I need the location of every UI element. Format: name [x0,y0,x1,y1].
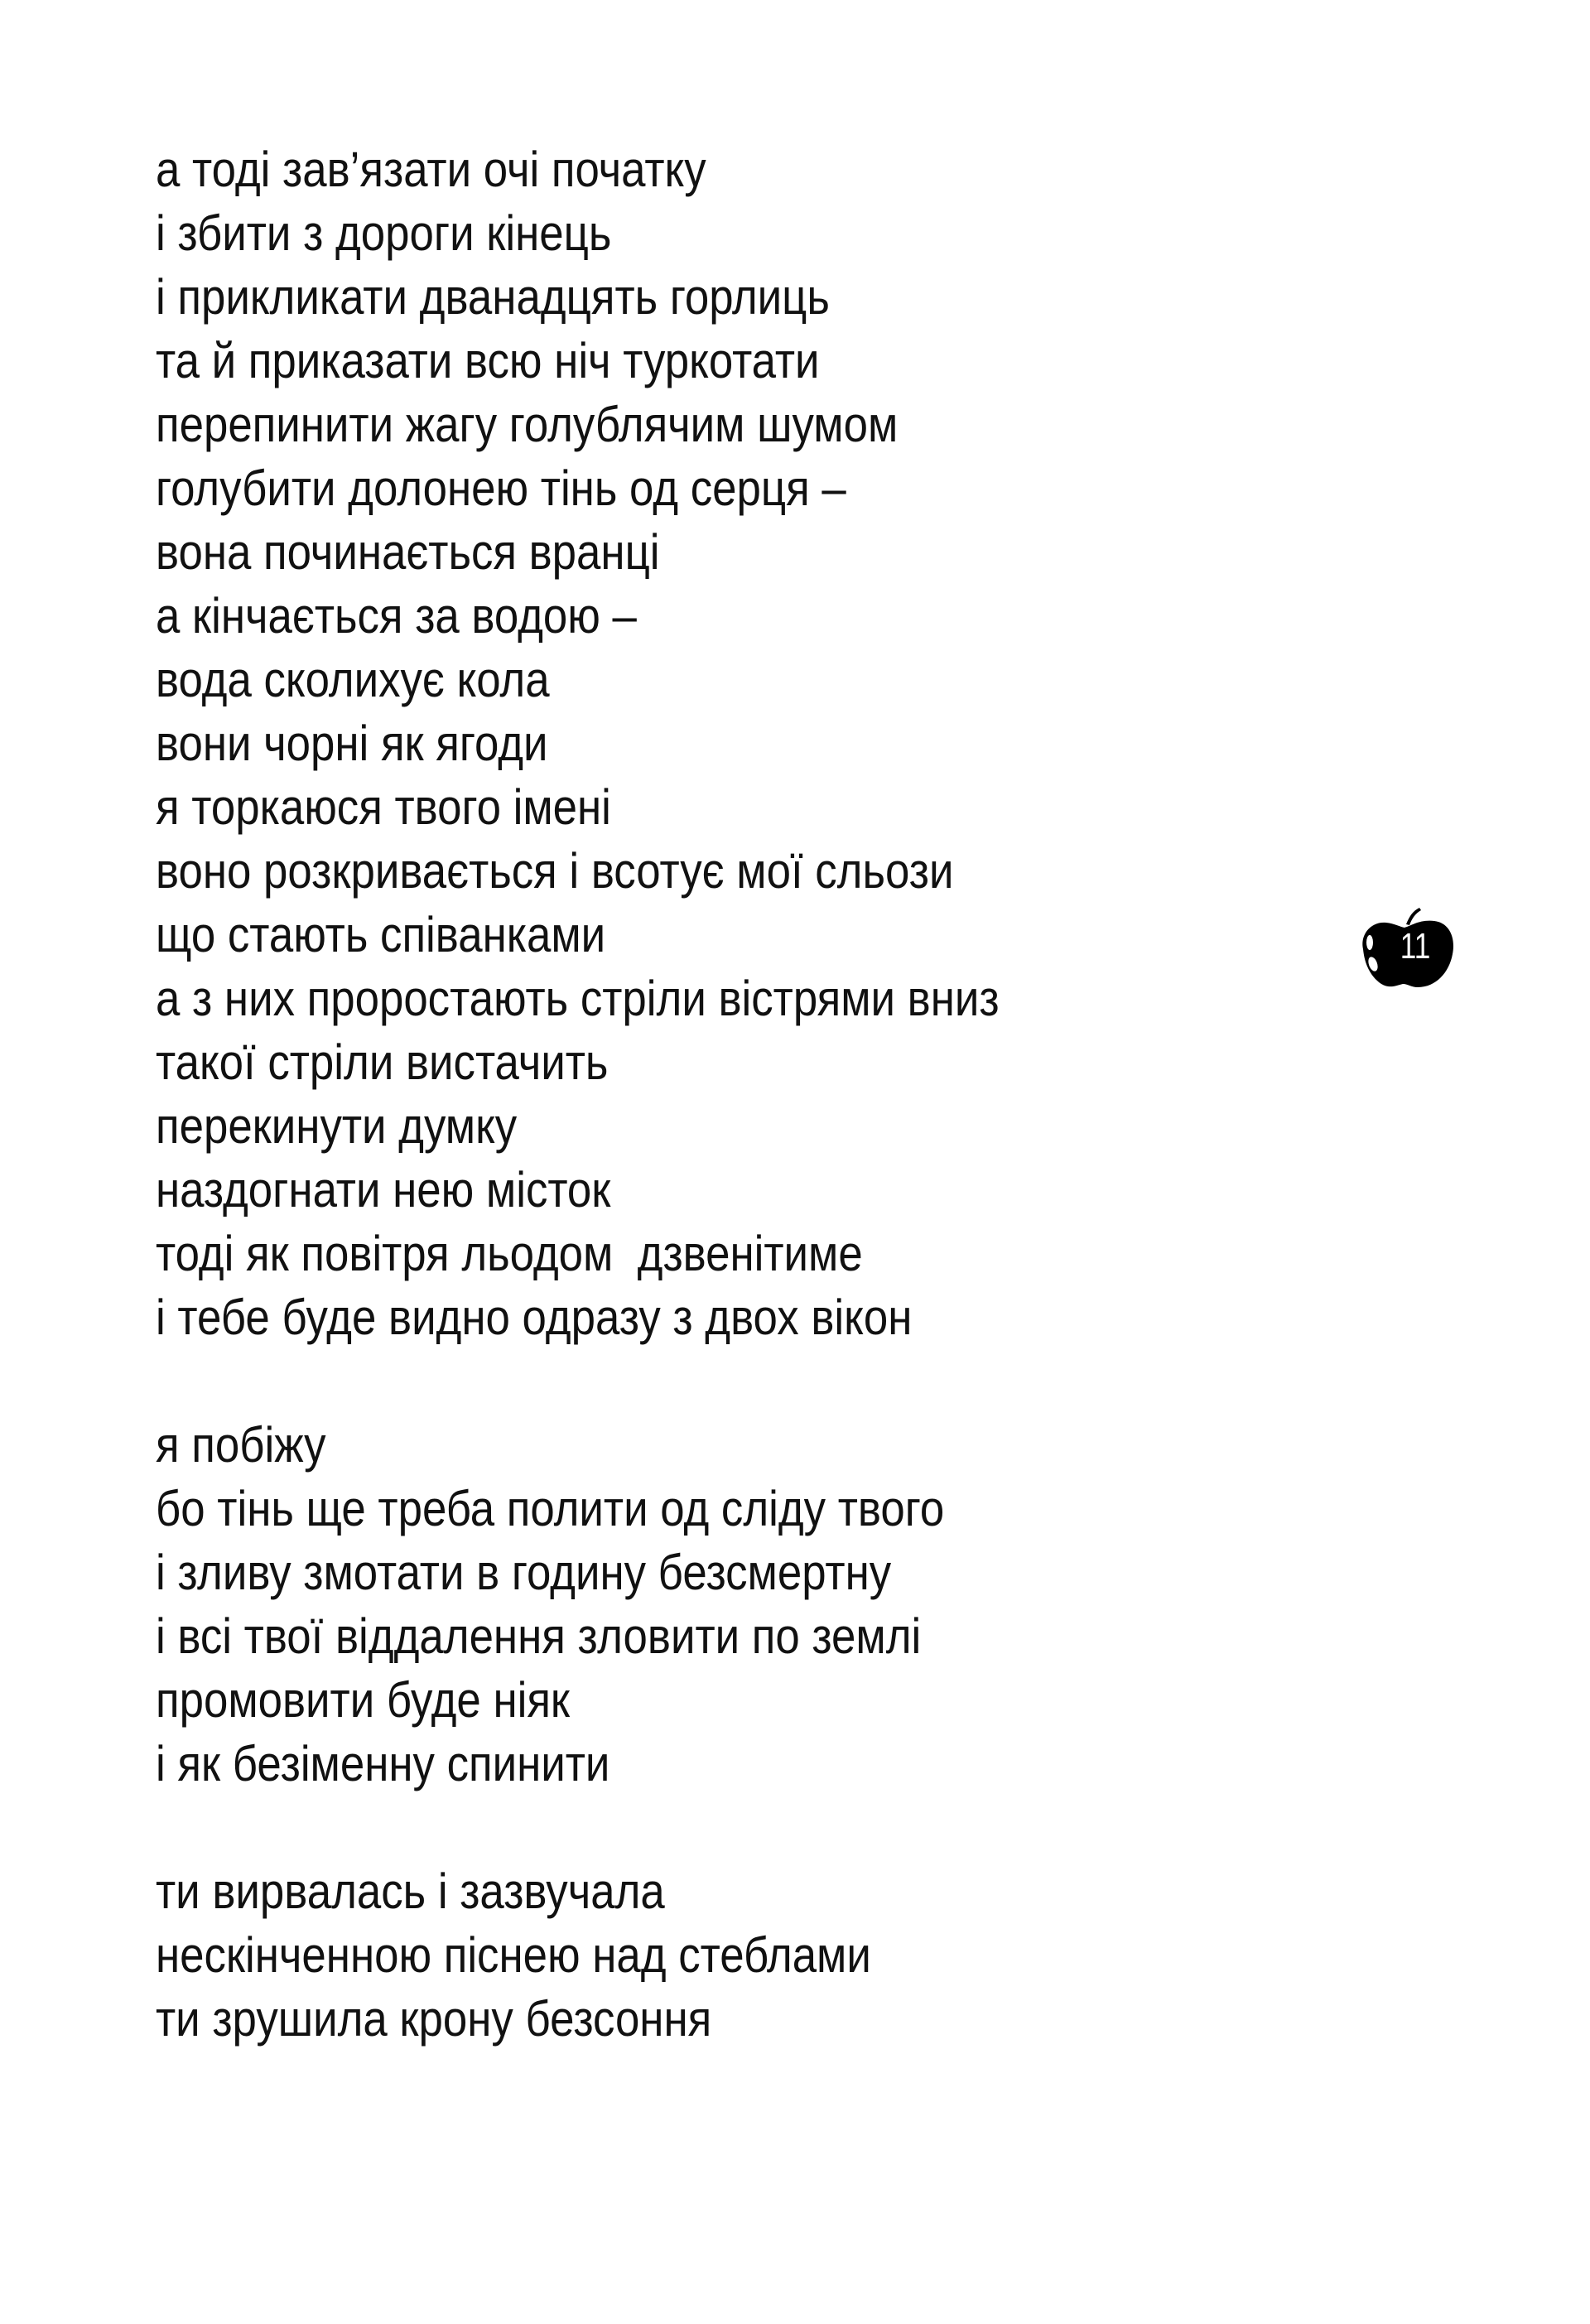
poem-line: а кінчається за водою – [156,588,637,644]
poem-line: вона починається вранці [156,524,660,580]
poem-line: наздогнати нею місток [156,1162,611,1217]
poem-line: нескінченною піснею над стеблами [156,1927,871,1983]
poem-line: такої стріли вистачить [156,1034,609,1090]
poem-line: голубити долонею тінь од серця – [156,460,846,516]
poem-line: і збити з дороги кінець [156,205,612,261]
poem-line: ти зрушила крону безсоння [156,1991,712,2047]
poem-line: і зливу змотати в годину безсмертну [156,1545,892,1600]
stanza [156,137,1000,1349]
page-number-badge [1355,901,1459,992]
poem-line: і всі твої віддалення зловити по землі [156,1608,922,1664]
stanza [156,1413,1000,1796]
poem-line: перекинути думку [156,1098,518,1154]
poem-line: що стають співанками [156,907,606,962]
poem-line: а тоді зав’язати очі початку [156,142,706,197]
poem-text [156,137,1000,2051]
poem-line: та й приказати всю ніч туркотати [156,333,820,388]
poem-line: і як безіменну спинити [156,1736,610,1791]
poem-line: а з них проростають стріли вістрями вниз [156,971,1000,1026]
poem-line: я побіжу [156,1417,326,1473]
poem-line: промовити буде ніяк [156,1672,571,1728]
page-number: 11 [1400,926,1431,967]
poem-line: ти вирвалась і зазвучала [156,1864,665,1919]
poem-line: перепинити жагу голублячим шумом [156,397,899,452]
poem-line: бо тінь ще треба полити од сліду твого [156,1481,945,1536]
stanza [156,1859,1000,2051]
poem-line: і прикликати дванадцять горлиць [156,269,830,325]
poem-line: вони чорні як ягоди [156,716,548,771]
poem-line: воно розкривається і всотує мої сльози [156,843,954,899]
poem-line: вода сколихує кола [156,652,550,707]
poem-line: я торкаюся твого імені [156,779,611,835]
poem-line: тоді як повітря льодом дзвенітиме [156,1226,863,1281]
poem-line: і тебе буде видно одразу з двох вікон [156,1290,913,1345]
